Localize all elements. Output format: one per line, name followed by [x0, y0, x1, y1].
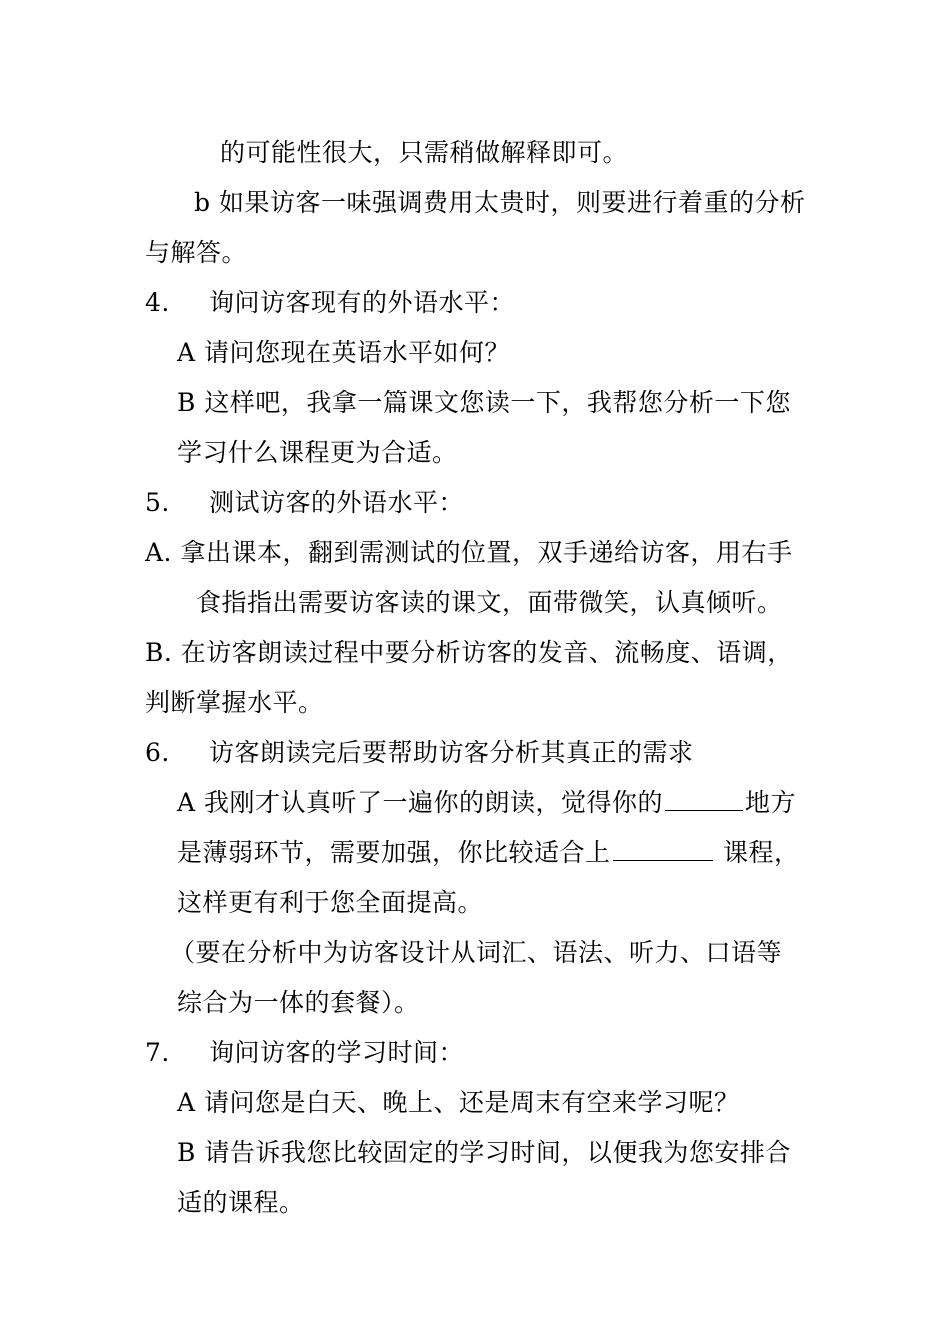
- text-line: 的可能性很大，只需稍做解释即可。: [220, 138, 629, 167]
- text-line: A. 拿出课本，翻到需测试的位置，双手递给访客，用右手: [145, 538, 793, 567]
- section-heading-7: [145, 1036, 464, 1070]
- text-line: 判断掌握水平。: [145, 688, 324, 717]
- section-title: 访客朗读完后要帮助访客分析其真正的需求: [209, 738, 694, 767]
- text-line: （要在分析中为访客设计从词汇、语法、听力、口语等: [170, 938, 783, 967]
- section-title: 询问访客现有的外语水平：: [209, 288, 516, 317]
- text-line: 学习什么课程更为合适。: [177, 438, 458, 467]
- text-line: A 请问您现在英语水平如何？: [177, 338, 511, 367]
- text-segment: 课程，: [714, 838, 800, 867]
- fill-in-blank: [665, 786, 743, 811]
- text-line: B. 在访客朗读过程中要分析访客的发音、流畅度、语调，: [145, 638, 793, 667]
- text-segment: 地方: [745, 788, 797, 817]
- fill-in-blank: [613, 836, 713, 861]
- section-number: 6.: [145, 738, 170, 767]
- text-line: [177, 786, 796, 820]
- text-line: 食指指出需要访客读的课文，面带微笑，认真倾听。: [196, 588, 783, 617]
- section-heading-5: [145, 486, 464, 520]
- text-segment: 是薄弱环节，需要加强，你比较适合上: [177, 838, 611, 867]
- section-title: 询问访客的学习时间：: [209, 1038, 465, 1067]
- text-line: B 请告诉我您比较固定的学习时间，以便我为您安排合: [177, 1138, 791, 1167]
- text-line: 适的课程。: [177, 1188, 305, 1217]
- section-heading-6: [145, 736, 694, 770]
- text-line: B 这样吧，我拿一篇课文您读一下，我帮您分析一下您: [177, 388, 791, 417]
- section-number: 7.: [145, 1038, 170, 1067]
- text-line: b 如果访客一味强调费用太贵时，则要进行着重的分析: [194, 188, 806, 217]
- text-line: [177, 836, 799, 870]
- section-number: 4.: [145, 288, 170, 317]
- text-line: 这样更有利于您全面提高。: [177, 888, 484, 917]
- text-segment: A 我刚才认真听了一遍你的朗读，觉得你的: [177, 788, 664, 817]
- text-line: 与解答。: [145, 238, 248, 267]
- text-line: 综合为一体的套餐）。: [177, 988, 420, 1017]
- section-heading-4: [145, 286, 515, 320]
- text-line: A 请问您是白天、晚上、还是周末有空来学习呢？: [177, 1088, 740, 1117]
- section-number: 5.: [145, 488, 170, 517]
- section-title: 测试访客的外语水平：: [209, 488, 465, 517]
